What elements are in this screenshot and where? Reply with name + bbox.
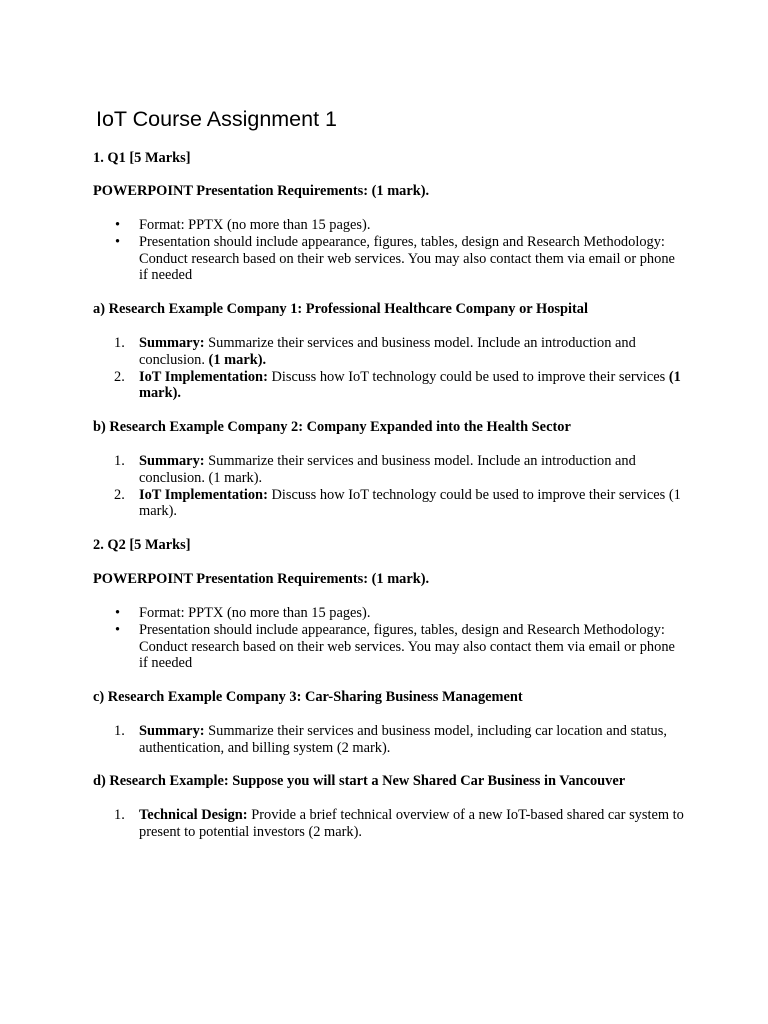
q1-requirements-heading: POWERPOINT Presentation Requirements: (1 mark).	[93, 183, 430, 199]
list-item: • Presentation should include appearance, figures, tables, design and Research Methodology: Conduct research based on their web services. You may also contact them via email or phone if needed	[115, 621, 675, 672]
section-c-heading: c) Research Example Company 3: Car-Sharing Business Management	[93, 689, 523, 705]
section-c-list	[114, 723, 684, 757]
document-title: IoT Course Assignment 1	[96, 107, 338, 131]
list-item: 1. Summary: Summarize their services and business model. Include an introduction and conclusion. (1 mark).	[114, 453, 636, 486]
list-item: 1. Technical Design: Provide a brief technical overview of a new IoT-based shared car system to present to potential investors (2 mark).	[114, 807, 684, 840]
section-d-heading: d) Research Example: Suppose you will start a New Shared Car Business in Vancouver	[93, 773, 626, 789]
list-item: 2. IoT Implementation: Discuss how IoT technology could be used to improve their services (1 mark).	[114, 486, 681, 520]
list-item: • Format: PPTX (no more than 15 pages).	[115, 217, 371, 233]
q2-heading: 2. Q2 [5 Marks]	[93, 537, 191, 553]
bullet-icon: •	[115, 621, 121, 638]
q2-requirements-heading: POWERPOINT Presentation Requirements: (1 mark).	[93, 571, 430, 587]
list-item: 2. IoT Implementation: Discuss how IoT technology could be used to improve their services (1 mark).	[114, 368, 681, 402]
list-item: • Format: PPTX (no more than 15 pages).	[115, 605, 371, 621]
q2-requirements-list	[115, 605, 684, 672]
section-a-list	[114, 335, 684, 402]
section-d-list	[114, 807, 684, 841]
bullet-icon: •	[115, 233, 121, 250]
q1-requirements-list	[115, 217, 684, 284]
section-b-list	[114, 453, 684, 520]
section-b-heading: b) Research Example Company 2: Company Expanded into the Health Sector	[93, 419, 571, 435]
q1-heading: 1. Q1 [5 Marks]	[93, 150, 191, 166]
section-a-heading: a) Research Example Company 1: Professional Healthcare Company or Hospital	[93, 301, 588, 317]
bullet-icon: •	[115, 217, 121, 233]
bullet-icon: •	[115, 605, 121, 621]
list-item: • Presentation should include appearance, figures, tables, design and Research Methodology: Conduct research based on their web services. You may also contact them via email or phone if needed	[115, 233, 675, 284]
list-item: 1. Summary: Summarize their services and business model. Include an introduction and conclusion. (1 mark).	[114, 335, 636, 368]
list-item: 1. Summary: Summarize their services and business model, including car location and status, authentication, and billing system (2 mark).	[114, 723, 667, 756]
